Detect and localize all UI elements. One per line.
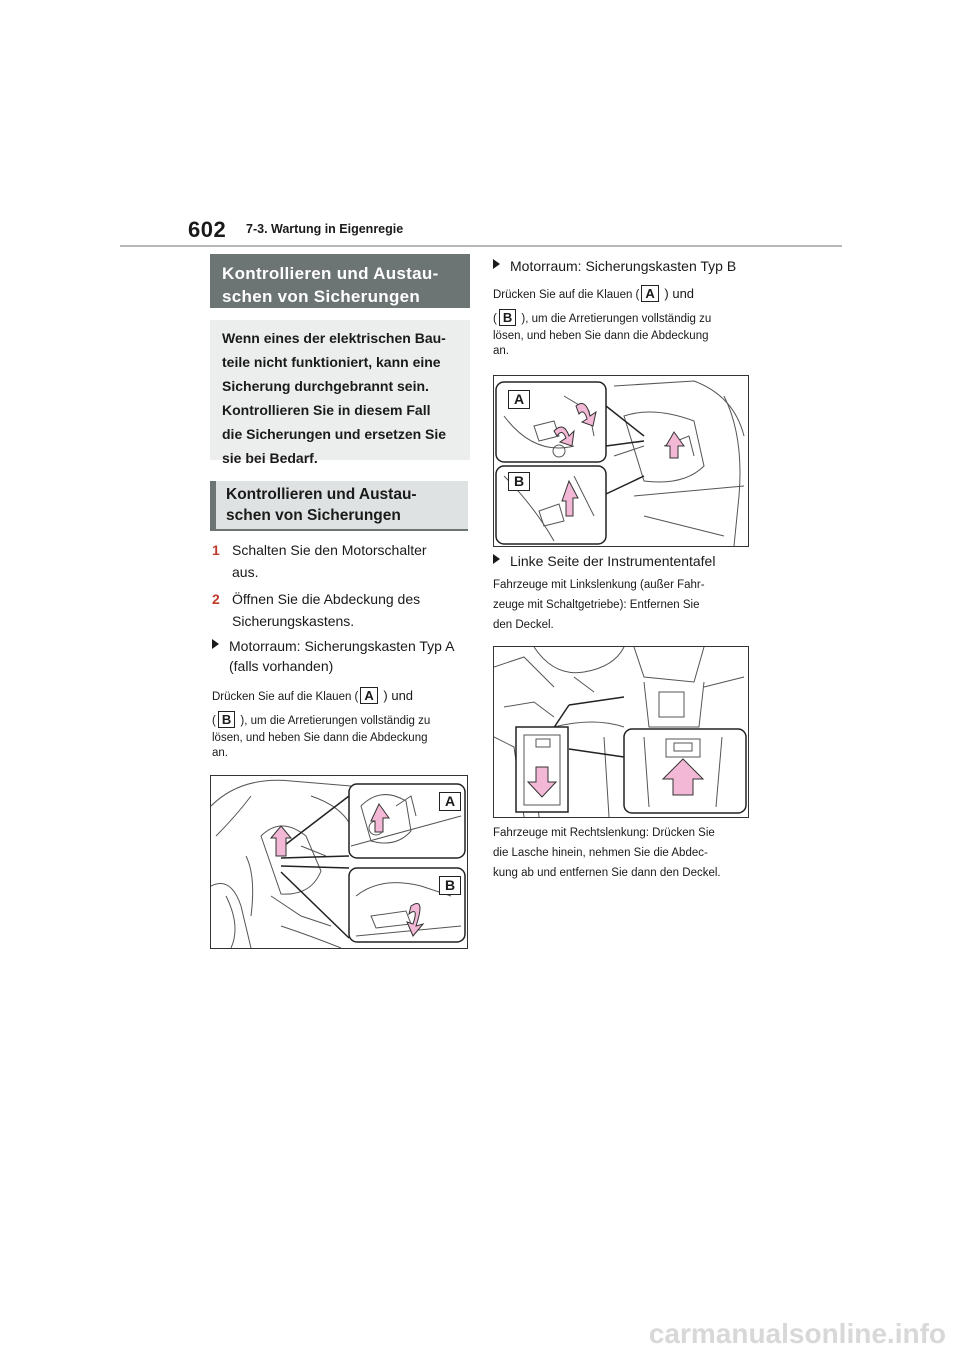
section-heading-line-1: Kontrollieren und Austau- [222, 264, 439, 283]
bullet-text: Motorraum: Sicherungskasten Typ B [510, 258, 737, 274]
intro-line-3: Sicherung durchgebrannt sein. [222, 378, 429, 394]
text-run: Drücken Sie auf die Klauen ( [212, 691, 359, 703]
triangle-bullet-icon [493, 554, 500, 564]
intro-line-6: sie bei Bedarf. [222, 450, 318, 466]
subsection-heading [210, 481, 468, 531]
bullet-fusebox-b [493, 256, 793, 276]
figure-fusebox-b [493, 375, 749, 547]
text-line: Fahrzeuge mit Linkslenkung (außer Fahr- [493, 579, 705, 591]
bullet-text: Linke Seite der Instrumententafel [510, 553, 716, 569]
step-text: Sicherungskastens. [232, 613, 355, 629]
intro-box [210, 320, 470, 466]
text-line: die Lasche hinein, nehmen Sie die Abdec- [493, 847, 708, 859]
instruction-b [493, 284, 753, 359]
intro-line-5: die Sicherungen und ersetzen Sie [222, 426, 447, 442]
step-number: 2 [212, 591, 220, 607]
instruction-lhd [493, 575, 755, 635]
text-line: Fahrzeuge mit Rechtslenkung: Drücken Sie [493, 827, 715, 839]
subsection-heading-line-2: schen von Sicherungen [226, 507, 401, 524]
page-number: 602 [188, 217, 227, 242]
bullet-fusebox-a [212, 636, 470, 676]
figure-label-a: A [439, 792, 461, 811]
section-title: 7-3. Wartung in Eigenregie [246, 222, 404, 236]
step-text: aus. [232, 564, 259, 580]
intro-line-4: Kontrollieren Sie in diesem Fall [222, 402, 431, 418]
engine-bay-illustration-a [211, 776, 467, 948]
text-run: Drücken Sie auf die Klauen ( [493, 289, 640, 301]
label-b-box: B [499, 309, 516, 326]
text-line: lösen, und heben Sie dann die Abdeckung [212, 732, 428, 744]
section-heading-line-2: schen von Sicherungen [222, 287, 421, 306]
figure-label-b: B [439, 876, 461, 895]
text-run: ), um die Arretierungen vollständig zu [518, 313, 712, 325]
triangle-bullet-icon [212, 639, 219, 649]
instruction-rhd [493, 823, 763, 883]
bullet-instrument-panel [493, 551, 793, 571]
figure-label-a: A [508, 390, 530, 409]
step-number: 1 [212, 542, 220, 558]
watermark-text: carmanualsonline.info [648, 1318, 946, 1349]
text-line: lösen, und heben Sie dann die Abdeckung [493, 330, 709, 342]
text-line: zeuge mit Schaltgetriebe): Entfernen Sie [493, 599, 700, 611]
text-run: ) und [379, 688, 414, 703]
step-text: Öffnen Sie die Abdeckung des [232, 591, 421, 607]
subsection-heading-line-1: Kontrollieren und Austau- [226, 486, 417, 503]
text-run: ( [493, 313, 497, 325]
intro-line-1: Wenn eines der elektrischen Bau- [222, 330, 446, 346]
figure-fusebox-a [210, 775, 468, 949]
instrument-panel-illustration [494, 647, 748, 817]
text-line: an. [493, 345, 509, 357]
step-text: Schalten Sie den Motorschalter [232, 542, 427, 558]
label-a-box: A [360, 687, 377, 704]
section-heading-box [210, 254, 470, 308]
intro-line-2: teile nicht funktioniert, kann eine [222, 354, 441, 370]
label-a-box: A [641, 285, 658, 302]
engine-bay-illustration-b [494, 376, 748, 546]
figure-label-b: B [508, 472, 530, 491]
text-line: an. [212, 747, 228, 759]
step-1 [212, 539, 464, 583]
header-rule [120, 245, 842, 247]
text-line: kung ab und entfernen Sie dann den Deckel. [493, 867, 721, 879]
bullet-text: Motorraum: Sicherungskasten Typ A [229, 638, 455, 654]
text-run: ), um die Arretierungen vollständig zu [237, 715, 431, 727]
triangle-bullet-icon [493, 259, 500, 269]
bullet-text-cont: (falls vorhanden) [229, 658, 334, 674]
figure-instrument-panel [493, 646, 749, 818]
label-b-box: B [218, 711, 235, 728]
step-2 [212, 588, 464, 632]
instruction-a [212, 686, 470, 761]
text-run: ) und [660, 286, 695, 301]
text-run: ( [212, 715, 216, 727]
text-line: den Deckel. [493, 619, 554, 631]
